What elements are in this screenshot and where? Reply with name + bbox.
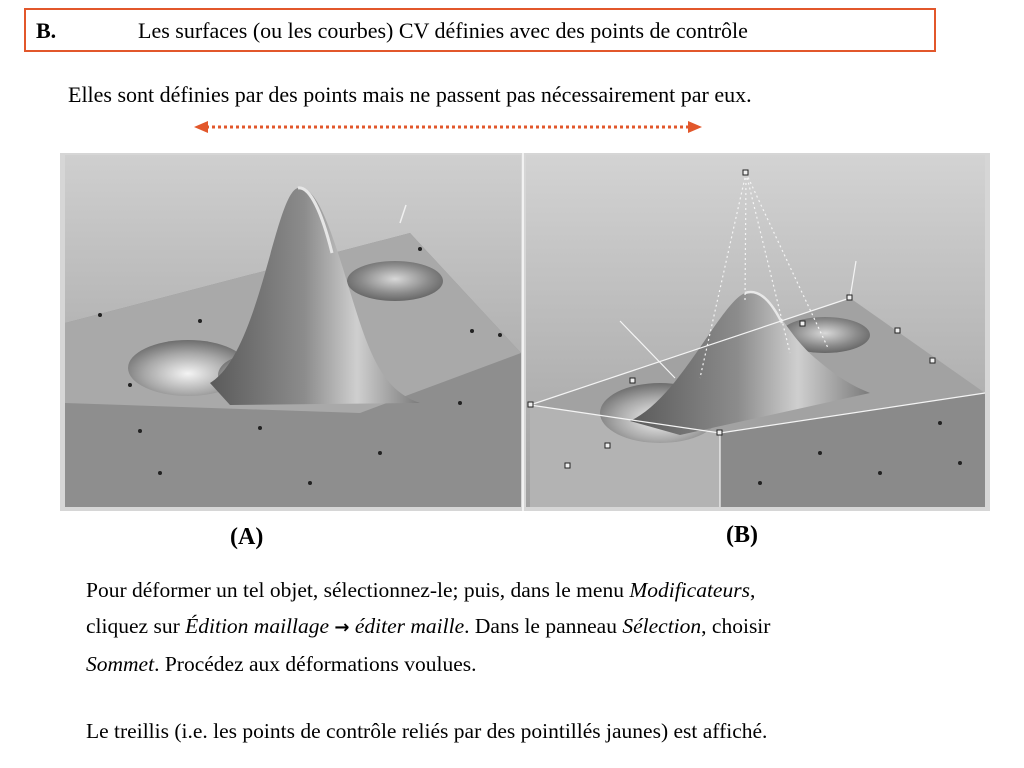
- text-run: ,: [749, 578, 756, 602]
- section-label: B.: [36, 18, 57, 43]
- text-run: , choisir: [701, 614, 771, 638]
- page-title: Les surfaces (ou les courbes) CV définies avec des points de contrôle: [138, 18, 748, 43]
- surfaces-illustration: [60, 153, 990, 511]
- surface-b: [526, 155, 985, 507]
- caption-a: (A): [230, 524, 264, 550]
- text-run: . Procédez aux déformations voulues.: [154, 652, 477, 676]
- option-name: Sommet: [86, 652, 155, 676]
- caption-b: (B): [726, 522, 758, 548]
- text-run: . Dans le panneau: [464, 614, 623, 638]
- text-run: cliquez sur: [86, 614, 186, 638]
- text-run: Pour déformer un tel objet, sélectionnez-le; puis, dans le menu: [86, 578, 630, 602]
- double-arrow-icon: [192, 117, 704, 137]
- command-name: Édition maillage: [185, 614, 330, 638]
- command-name: éditer maille: [354, 614, 465, 638]
- subtitle: Elles sont définies par des points mais ne passent pas nécessairement par eux.: [68, 82, 752, 107]
- surface-a: [65, 155, 521, 507]
- instructions-paragraph: [86, 572, 1006, 682]
- surfaces-figure: [60, 153, 990, 511]
- panel-name: Sélection: [622, 614, 702, 638]
- arrow-right-icon: →: [334, 617, 350, 638]
- menu-name: Modificateurs: [629, 578, 750, 602]
- title-box: [24, 8, 936, 52]
- lattice-paragraph: Le treillis (i.e. les points de contrôle reliés par des pointillés jaunes) est affiché.: [86, 719, 768, 743]
